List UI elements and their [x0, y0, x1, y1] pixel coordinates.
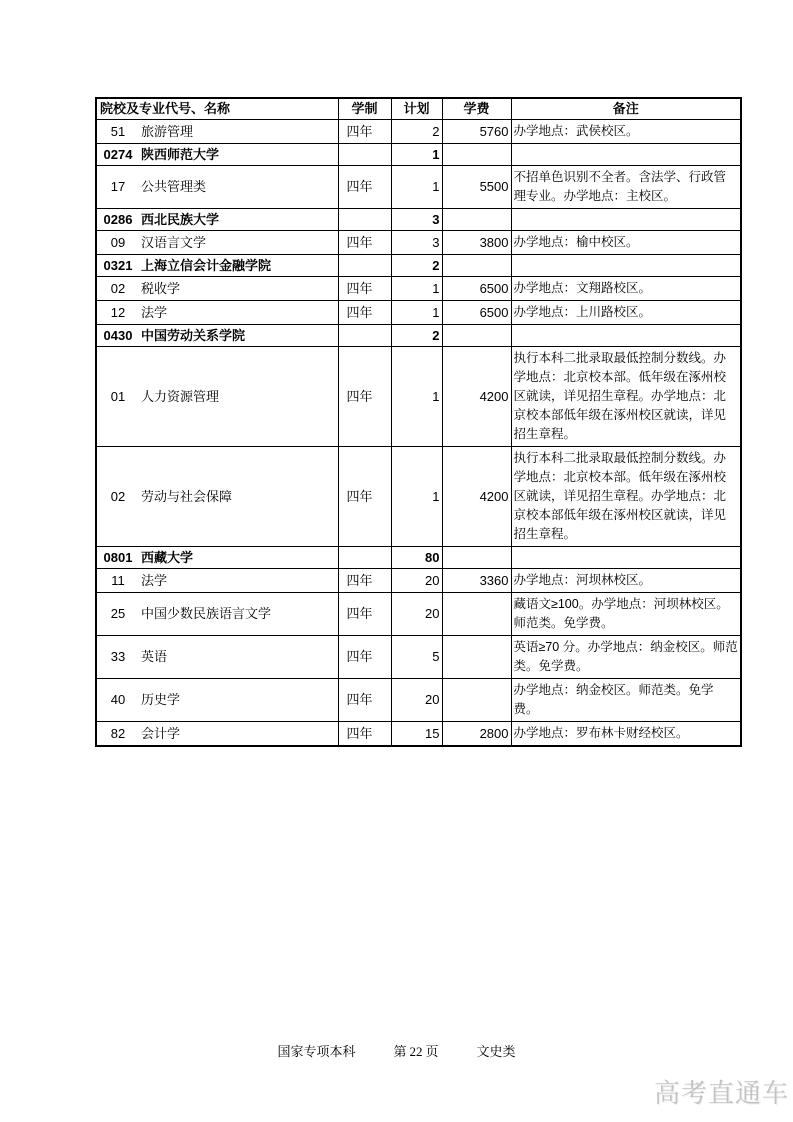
- table-row: [96, 546, 741, 568]
- major-name: 旅游管理: [141, 123, 194, 139]
- cell-remark: [511, 546, 741, 568]
- row-code: 12: [110, 304, 126, 320]
- cell-fee: [442, 143, 511, 165]
- table-header-row: [96, 98, 741, 119]
- cell-code-name: [96, 446, 338, 546]
- cell-remark: 办学地点：文翔路校区。: [511, 276, 741, 300]
- cell-fee: 6500: [442, 276, 511, 300]
- cell-plan: 20: [391, 568, 442, 592]
- major-name: 会计学: [141, 725, 181, 741]
- cell-remark: [511, 324, 741, 346]
- table-row: [96, 635, 741, 678]
- cell-plan: 1: [391, 276, 442, 300]
- cell-fee: [442, 208, 511, 230]
- cell-duration: 四年: [338, 635, 391, 678]
- cell-remark: 办学地点：河坝林校区。: [511, 568, 741, 592]
- cell-plan: 1: [391, 165, 442, 208]
- major-name: 汉语言文学: [141, 234, 207, 250]
- cell-code-name: [96, 324, 338, 346]
- cell-plan: 5: [391, 635, 442, 678]
- table-row: [96, 143, 741, 165]
- cell-code-name: [96, 546, 338, 568]
- table-row: [96, 346, 741, 446]
- cell-code-name: [96, 208, 338, 230]
- cell-code-name: [96, 165, 338, 208]
- row-code: 82: [110, 725, 126, 741]
- footer-page-number: 22: [409, 1044, 423, 1059]
- row-code: 17: [110, 179, 126, 194]
- table-row: [96, 119, 741, 143]
- table-row: [96, 254, 741, 276]
- table-row: [96, 592, 741, 635]
- cell-duration: 四年: [338, 276, 391, 300]
- cell-remark: [511, 208, 741, 230]
- row-code: 02: [110, 280, 126, 296]
- cell-duration: [338, 546, 391, 568]
- table-row: [96, 678, 741, 721]
- cell-duration: [338, 324, 391, 346]
- table-body: [96, 119, 741, 746]
- cell-plan: 20: [391, 592, 442, 635]
- cell-remark: 办学地点：罗布林卡财经校区。: [511, 721, 741, 746]
- cell-fee: [442, 324, 511, 346]
- school-name: 上海立信会计金融学院: [141, 257, 272, 273]
- cell-remark: 英语≥70 分。办学地点：纳金校区。师范类。免学费。: [511, 635, 741, 678]
- school-name: 陕西师范大学: [141, 146, 220, 162]
- header-duration: 学制: [338, 98, 391, 119]
- cell-plan: 1: [391, 143, 442, 165]
- cell-duration: 四年: [338, 446, 391, 546]
- cell-duration: 四年: [338, 346, 391, 446]
- cell-plan: 3: [391, 230, 442, 254]
- major-name: 法学: [141, 572, 168, 588]
- footer-category-label: 文史类: [476, 1044, 516, 1059]
- cell-remark: [511, 254, 741, 276]
- row-code: 01: [110, 388, 126, 404]
- cell-fee: 3360: [442, 568, 511, 592]
- major-name: 劳动与社会保障: [141, 488, 233, 504]
- cell-code-name: [96, 678, 338, 721]
- cell-plan: 1: [391, 346, 442, 446]
- cell-fee: [442, 678, 511, 721]
- cell-remark: 办学地点：上川路校区。: [511, 300, 741, 324]
- table-row: [96, 300, 741, 324]
- table-row: [96, 721, 741, 746]
- row-code: 02: [110, 488, 126, 504]
- cell-plan: 80: [391, 546, 442, 568]
- major-name: 法学: [141, 304, 168, 320]
- table-row: [96, 208, 741, 230]
- school-name: 西北民族大学: [141, 211, 220, 227]
- cell-fee: [442, 254, 511, 276]
- cell-fee: 4200: [442, 346, 511, 446]
- cell-remark: 藏语文≥100。办学地点：河坝林校区。师范类。免学费。: [511, 592, 741, 635]
- major-name: 历史学: [141, 692, 181, 707]
- major-name: 税收学: [141, 280, 181, 296]
- cell-code-name: [96, 119, 338, 143]
- cell-duration: 四年: [338, 568, 391, 592]
- row-code: 09: [110, 234, 126, 250]
- cell-duration: [338, 143, 391, 165]
- cell-code-name: [96, 592, 338, 635]
- row-code: 40: [110, 692, 126, 707]
- cell-fee: 2800: [442, 721, 511, 746]
- table-row: [96, 446, 741, 546]
- school-name: 中国劳动关系学院: [141, 327, 246, 343]
- cell-code-name: [96, 635, 338, 678]
- cell-duration: 四年: [338, 300, 391, 324]
- cell-duration: [338, 254, 391, 276]
- header-plan: 计划: [391, 98, 442, 119]
- cell-fee: 4200: [442, 446, 511, 546]
- row-code: 25: [110, 606, 126, 621]
- cell-remark: 办学地点：武侯校区。: [511, 119, 741, 143]
- cell-code-name: [96, 568, 338, 592]
- cell-code-name: [96, 254, 338, 276]
- cell-remark: 执行本科二批录取最低控制分数线。办学地点：北京校本部。低年级在涿州校区就读，详见招生章程。办学地点：北京校本部低年级在涿州校区就读，详见招生章程。: [511, 346, 741, 446]
- cell-fee: [442, 546, 511, 568]
- header-remark: 备注: [511, 98, 741, 119]
- table-row: [96, 230, 741, 254]
- major-name: 中国少数民族语言文学: [141, 606, 272, 621]
- cell-plan: 2: [391, 324, 442, 346]
- cell-remark: 办学地点：榆中校区。: [511, 230, 741, 254]
- major-name: 英语: [141, 649, 168, 664]
- cell-code-name: [96, 346, 338, 446]
- table-row: [96, 165, 741, 208]
- cell-remark: 不招单色识别不全者。含法学、行政管理专业。办学地点：主校区。: [511, 165, 741, 208]
- row-code: 33: [110, 649, 126, 664]
- cell-plan: 2: [391, 119, 442, 143]
- footer-section-label: 国家专项本科: [277, 1044, 356, 1059]
- cell-fee: [442, 635, 511, 678]
- table-header: [96, 98, 741, 119]
- header-college-major-code-name: 院校及专业代号、名称: [96, 98, 338, 119]
- header-fee: 学费: [442, 98, 511, 119]
- school-name: 西藏大学: [141, 549, 194, 565]
- row-code: 0801: [103, 549, 133, 565]
- watermark-text: 高考直通车: [654, 1078, 790, 1108]
- row-code: 0286: [103, 211, 133, 227]
- row-code: 51: [110, 123, 126, 139]
- row-code: 11: [111, 572, 125, 588]
- cell-duration: 四年: [338, 721, 391, 746]
- cell-duration: 四年: [338, 165, 391, 208]
- cell-duration: 四年: [338, 678, 391, 721]
- cell-duration: 四年: [338, 230, 391, 254]
- cell-code-name: [96, 300, 338, 324]
- cell-duration: [338, 208, 391, 230]
- cell-plan: 1: [391, 446, 442, 546]
- major-name: 公共管理类: [141, 179, 207, 194]
- cell-fee: 3800: [442, 230, 511, 254]
- table-row: [96, 568, 741, 592]
- cell-fee: 5500: [442, 165, 511, 208]
- row-code: 0274: [103, 146, 133, 162]
- cell-plan: 1: [391, 300, 442, 324]
- cell-plan: 20: [391, 678, 442, 721]
- cell-plan: 2: [391, 254, 442, 276]
- cell-code-name: [96, 721, 338, 746]
- cell-fee: [442, 592, 511, 635]
- row-code: 0321: [103, 257, 133, 273]
- cell-code-name: [96, 276, 338, 300]
- cell-duration: 四年: [338, 592, 391, 635]
- table-row: [96, 324, 741, 346]
- cell-fee: 5760: [442, 119, 511, 143]
- cell-plan: 3: [391, 208, 442, 230]
- cell-code-name: [96, 230, 338, 254]
- footer-page-indicator: 第 22 页: [393, 1044, 439, 1059]
- major-name: 人力资源管理: [141, 388, 220, 404]
- table-row: [96, 276, 741, 300]
- cell-code-name: [96, 143, 338, 165]
- cell-remark: [511, 143, 741, 165]
- row-code: 0430: [103, 327, 133, 343]
- cell-remark: 执行本科二批录取最低控制分数线。办学地点：北京校本部。低年级在涿州校区就读，详见招生章程。办学地点：北京校本部低年级在涿州校区就读，详见招生章程。: [511, 446, 741, 546]
- cell-remark: 办学地点：纳金校区。师范类。免学费。: [511, 678, 741, 721]
- page-footer: [0, 1041, 793, 1060]
- cell-fee: 6500: [442, 300, 511, 324]
- cell-plan: 15: [391, 721, 442, 746]
- cell-duration: 四年: [338, 119, 391, 143]
- admission-plan-table: [95, 97, 742, 747]
